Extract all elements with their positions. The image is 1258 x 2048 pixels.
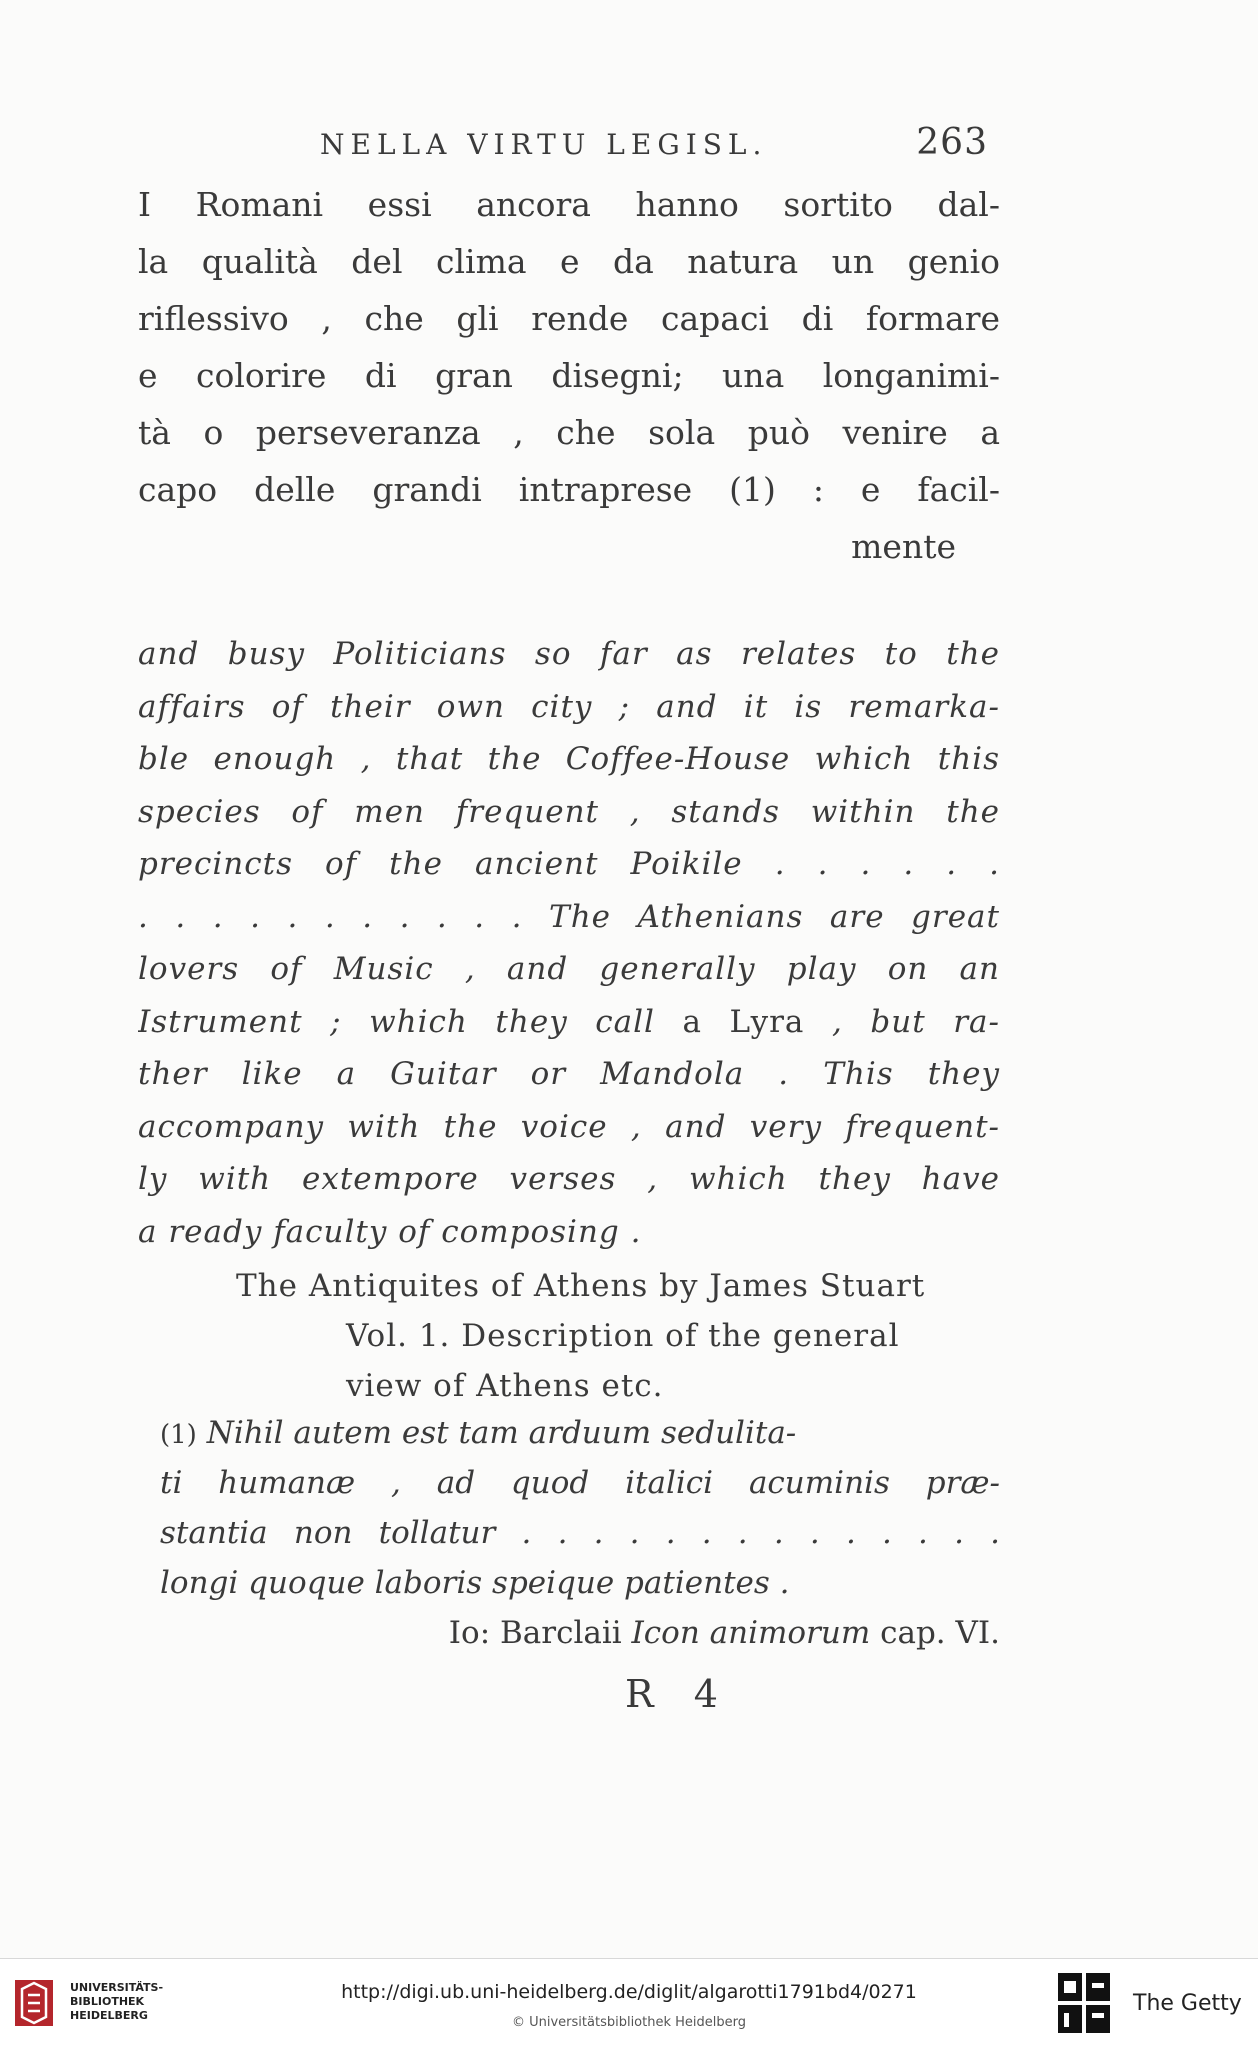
- viewer-footer: [0, 1958, 1258, 2048]
- catchword: mente: [851, 527, 956, 566]
- text-line: accompany with the voice , and very frequent-: [138, 1108, 1000, 1145]
- source-prefix: Io: Barclaii: [448, 1615, 622, 1651]
- getty-logo-icon: [1058, 1973, 1112, 2035]
- footnote-line: longi quoque laboris speique patientes .: [160, 1565, 790, 1601]
- footnote-line: stantia non tollatur . . . . . . . . . . . . . .: [160, 1515, 1000, 1551]
- footnote-line: [160, 1408, 1000, 1458]
- signature-mark: R 4: [625, 1672, 732, 1716]
- library-name-line: BIBLIOTHEK: [70, 1995, 145, 2008]
- source-suffix: cap. VI.: [880, 1615, 1000, 1651]
- library-name-line: UNIVERSITÄTS-: [70, 1981, 164, 1994]
- citation-line: The Antiquites of Athens by James Stuart: [236, 1268, 926, 1304]
- footnote-marker: (1): [160, 1420, 197, 1450]
- text-line: a ready faculty of composing .: [138, 1213, 642, 1250]
- text-line: lovers of Music , and generally play on an: [138, 951, 1000, 987]
- text-segment: Nihil autem est tam arduum sedulita-: [206, 1415, 797, 1451]
- text-line: ble enough , that the Coffee-House which this: [138, 741, 1000, 777]
- footnote-line: ti humanæ , ad quod italici acuminis præ-: [160, 1465, 1000, 1501]
- citation-line: Vol. 1. Description of the general: [346, 1318, 900, 1354]
- text-line: precincts of the ancient Poikile . . . . . .: [138, 846, 1000, 882]
- text-line: riflessivo , che gli rende capaci di formare: [138, 299, 1000, 338]
- text-line: ly with extempore verses , which they have: [138, 1161, 1000, 1197]
- running-title: NELLA VIRTU LEGISL.: [320, 128, 768, 161]
- italian-paragraph: [138, 176, 1000, 575]
- english-quotation: [138, 628, 1000, 1258]
- text-segment: Istrument ; which they call: [138, 1003, 655, 1040]
- running-header: [320, 122, 1000, 163]
- partner-name: The Getty: [1133, 1991, 1242, 2016]
- text-line: species of men frequent , stands within the: [138, 793, 1000, 830]
- text-line: e colorire di gran disegni; una longanimi-: [138, 356, 1000, 395]
- source-title: Icon animorum: [631, 1615, 871, 1651]
- text-line: tà o perseveranza , che sola può venire a: [138, 413, 1000, 452]
- footnote: [160, 1408, 1000, 1658]
- copyright-notice: © Universitätsbibliothek Heidelberg: [511, 2015, 746, 2030]
- text-line: and busy Politicians so far as relates to the: [138, 636, 1000, 672]
- text-segment: , but ra-: [831, 1003, 1000, 1040]
- text-line: [138, 996, 1000, 1049]
- library-name-line: HEIDELBERG: [70, 2009, 148, 2022]
- citation-line: view of Athens etc.: [346, 1368, 664, 1404]
- text-line: I Romani essi ancora hanno sortito dal-: [138, 185, 1000, 224]
- text-line: la qualità del clima e da natura un genio: [138, 242, 1000, 281]
- text-line: ther like a Guitar or Mandola . This they: [138, 1056, 1000, 1092]
- text-line: capo delle grandi intraprese (1) : e facil-: [138, 470, 1000, 509]
- page-number: 263: [916, 122, 988, 163]
- text-line: . . . . . . . . . . . The Athenians are great: [138, 898, 1000, 935]
- text-line: affairs of their own city ; and it is remarka-: [138, 688, 1000, 725]
- text-segment-roman: a Lyra: [682, 1003, 805, 1040]
- footnote-source: [160, 1608, 1000, 1658]
- source-url-link[interactable]: http://digi.ub.uni-heidelberg.de/diglit/algarotti1791bd4/0271: [341, 1981, 917, 2003]
